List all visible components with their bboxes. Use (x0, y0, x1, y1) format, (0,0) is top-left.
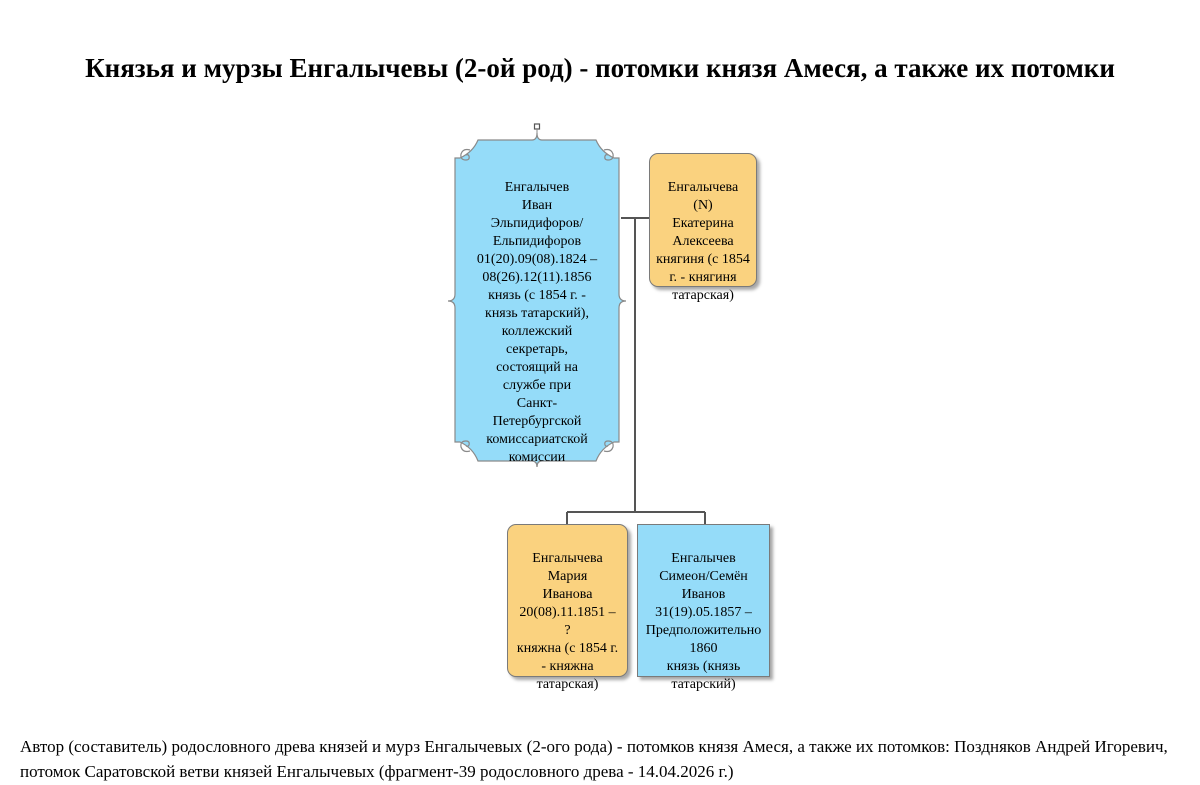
person-node-ivan[interactable] (463, 161, 611, 465)
person-node-simeon[interactable] (637, 524, 770, 692)
page-title: Князья и мурзы Енгалычевы (2-ой род) - потомки князя Амеся, а также их потомки (85, 53, 1115, 83)
person-node-ekaterina[interactable] (649, 153, 757, 303)
person-text-maria: Енгалычева Мария Иванова 20(08).11.1851 – ? княжна (с 1854 г. - княжна татарская) (516, 551, 619, 692)
person-text-ekaterina: Енгалычева (N) Екатерина Алексеева княгиня (с 1854 г. - княгиня татарская) (656, 180, 750, 303)
person-node-maria[interactable] (507, 524, 628, 692)
author-footer: Автор (составитель) родословного древа князей и мурз Енгалычевых (2-ого рода) - потомков князя Амеся, а также их потомков: Поздняков Андрей Игоревич, потомок Саратовской ветви князей Енгалычевых (фрагмент-39 родословного древа - 14.04.2026 г.) (20, 737, 1168, 781)
person-text-ivan: Енгалычев Иван Эльпидифоров/ Ельпидифоров 01(20).09(08).1824 – 08(26).12(11).1856 князь (с 1854 г. - князь татарский), коллежский секретарь, состоящий на службе при Санкт- Петербургской комиссариатской комиссии (476, 180, 598, 465)
frame-top-handle (535, 124, 540, 129)
person-text-simeon: Енгалычев Симеон/Семён Иванов 31(19).05.1857 – Предположительно 1860 князь (князь татарский) (645, 551, 762, 692)
